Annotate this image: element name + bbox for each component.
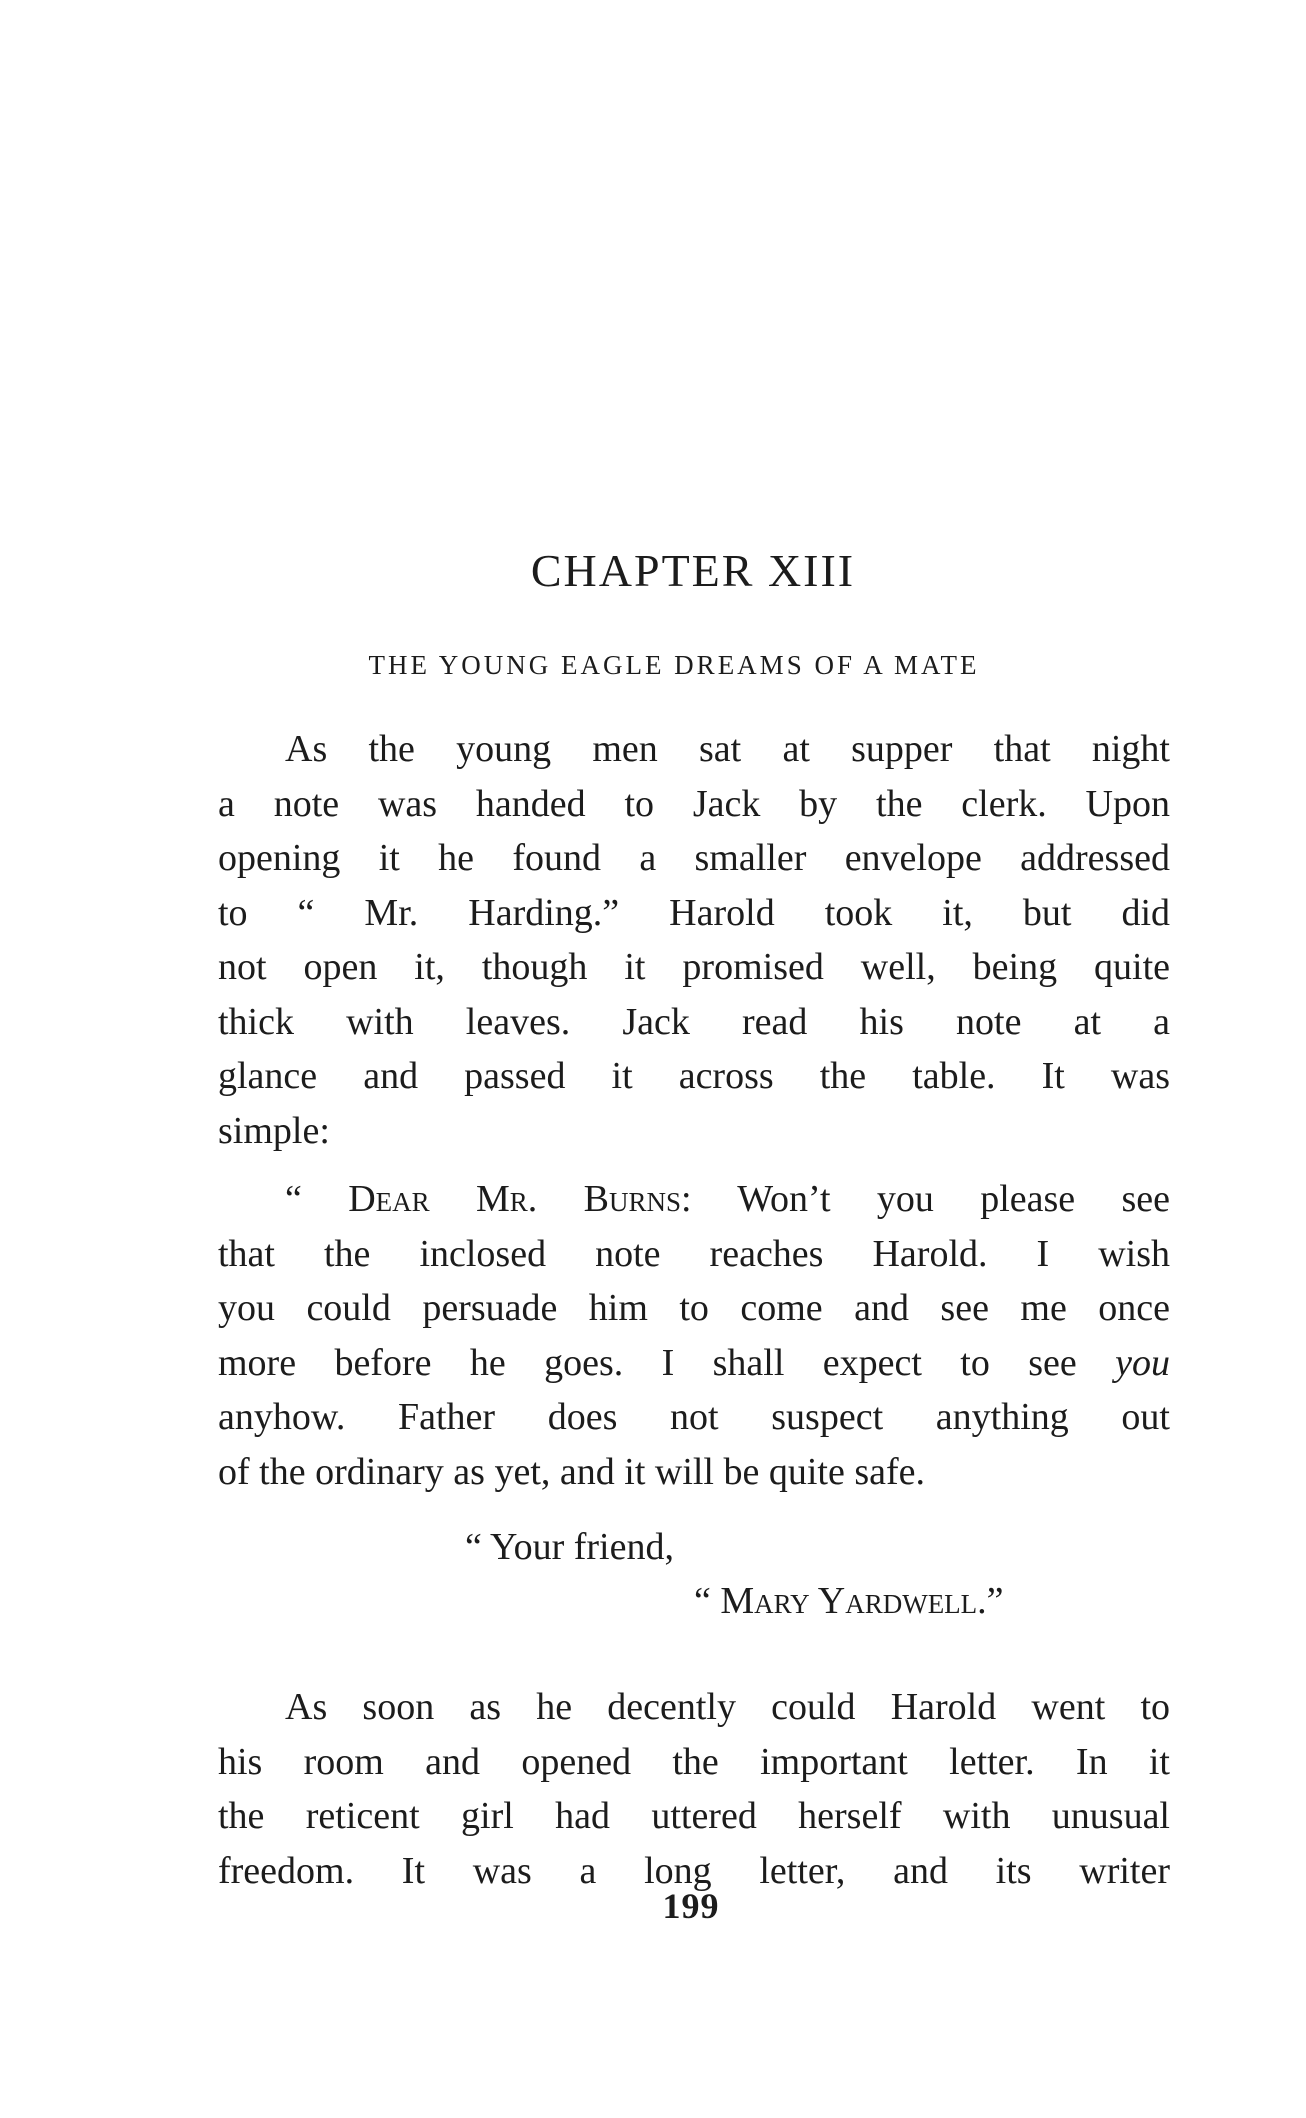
text-line: anyhow. Father does not suspect anything out bbox=[218, 1396, 1170, 1438]
letter-text: more before he goes. I shall expect to see bbox=[218, 1341, 1077, 1384]
chapter-title: THE YOUNG EAGLE DREAMS OF A MATE bbox=[368, 650, 980, 680]
letter-signature: “ Mary Yardwell.” bbox=[694, 1580, 1004, 1622]
text-line: thick with leaves. Jack read his note at a bbox=[218, 1000, 1170, 1043]
text-line: freedom. It was a long letter, and its writer bbox=[218, 1849, 1170, 1892]
letter-emphasis-line bbox=[218, 1336, 1170, 1391]
text-line: simple: bbox=[218, 1109, 330, 1152]
text-line: As soon as he decently could Harold went to bbox=[285, 1686, 1170, 1728]
letter-closing: “ Your friend, bbox=[465, 1526, 674, 1568]
paragraph-supper bbox=[218, 722, 1170, 1158]
paragraph-harold bbox=[218, 1680, 1170, 1898]
text-line: not open it, though it promised well, being quite bbox=[218, 946, 1170, 988]
letter-body bbox=[218, 1172, 1170, 1499]
letter-emphasis: you bbox=[1115, 1341, 1170, 1384]
page-number: 199 bbox=[662, 1886, 720, 1926]
text-line: to “ Mr. Harding.” Harold took it, but did bbox=[218, 891, 1170, 934]
text-line: you could persuade him to come and see me once bbox=[218, 1287, 1170, 1329]
letter-salutation: “ Dear Mr. Burns: bbox=[285, 1178, 692, 1220]
letter-text: Won’t you please see bbox=[737, 1178, 1170, 1220]
text-line: his room and opened the important letter. In it bbox=[218, 1740, 1170, 1783]
text-line: glance and passed it across the table. It was bbox=[218, 1055, 1170, 1097]
letter-first-line bbox=[218, 1172, 1170, 1227]
text-line: the reticent girl had uttered herself with unusual bbox=[218, 1795, 1170, 1837]
text-line: As the young men sat at supper that night bbox=[285, 728, 1170, 770]
text-line: opening it he found a smaller envelope addressed bbox=[218, 837, 1170, 879]
text-line: that the inclosed note reaches Harold. I wish bbox=[218, 1232, 1170, 1275]
text-line: a note was handed to Jack by the clerk. Upon bbox=[218, 782, 1170, 825]
text-line: of the ordinary as yet, and it will be quite safe. bbox=[218, 1450, 926, 1493]
chapter-number: CHAPTER XIII bbox=[530, 545, 856, 596]
